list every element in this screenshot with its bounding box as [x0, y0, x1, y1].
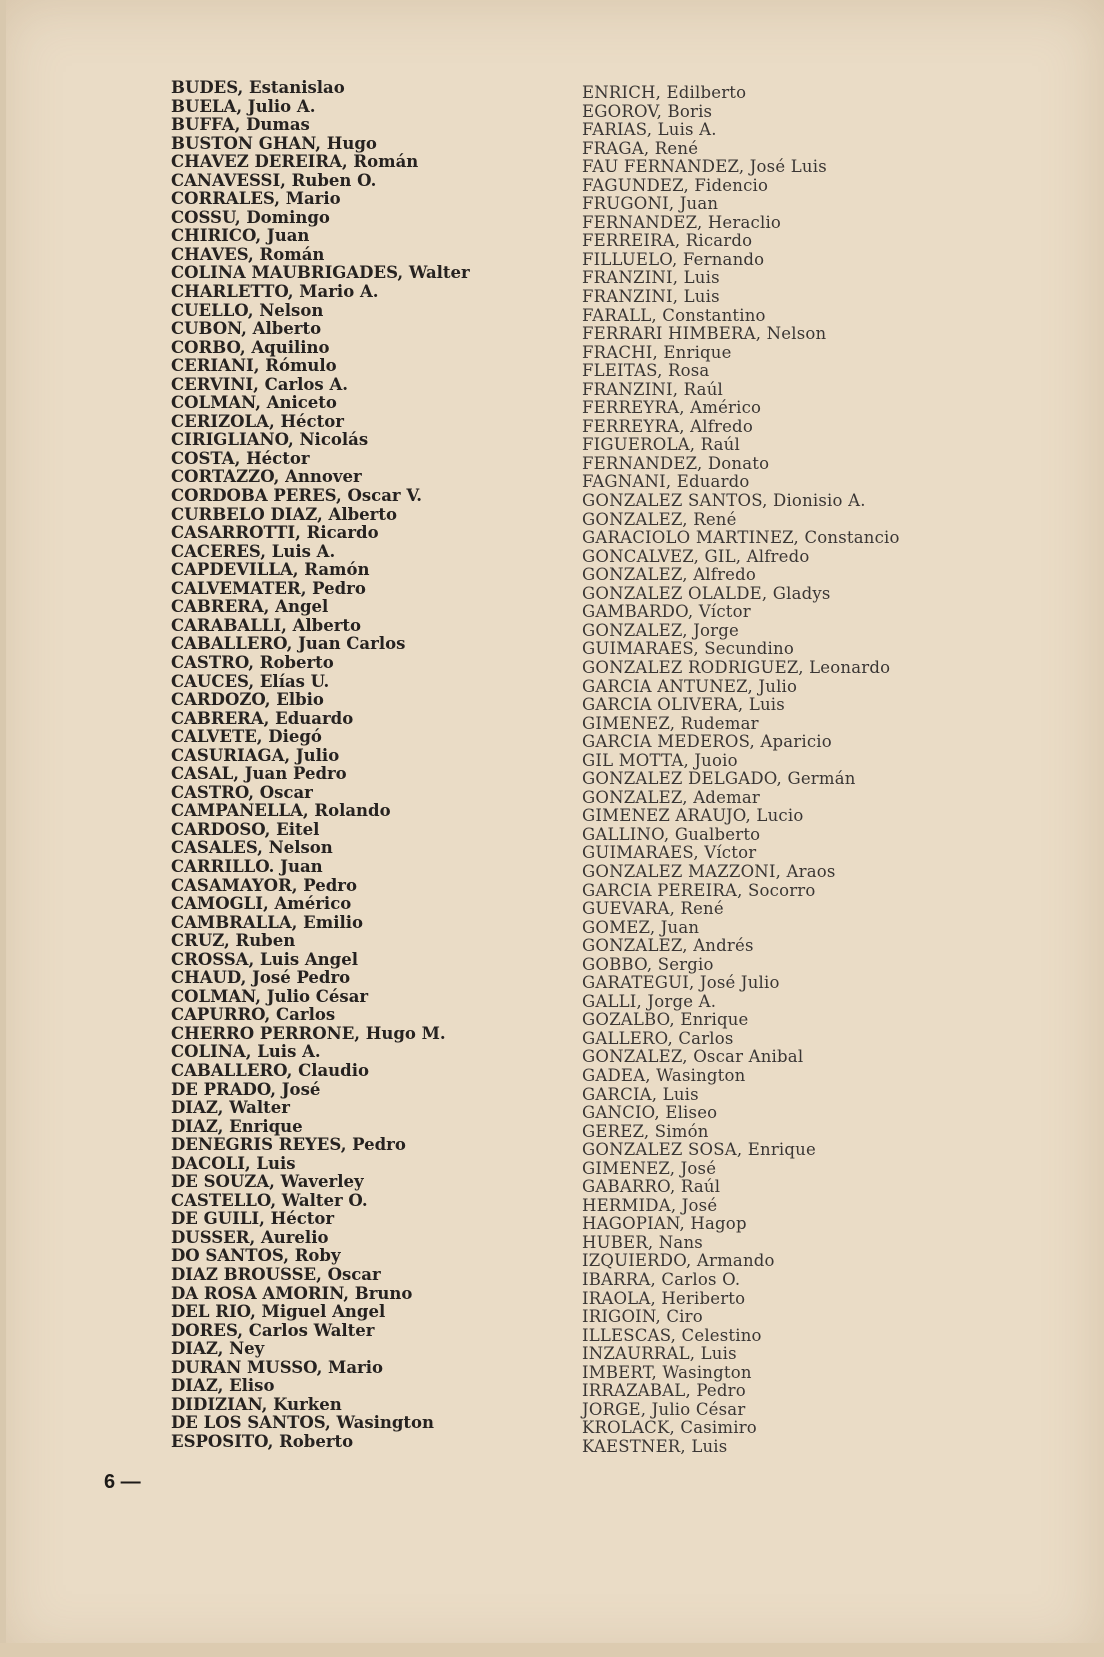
- name-entry: COLMAN, Aniceto: [171, 393, 337, 413]
- name-entry: GONCALVEZ, GIL, Alfredo: [582, 546, 810, 566]
- name-entry: GONZALEZ DELGADO, Germán: [582, 769, 856, 789]
- name-entry: GARCIA PEREIRA, Socorro: [582, 880, 816, 900]
- name-entry: IRIGOIN, Ciro: [582, 1307, 703, 1327]
- name-entry: ILLESCAS, Celestino: [582, 1325, 762, 1345]
- name-entry: COSSU, Domingo: [171, 207, 330, 227]
- name-entry: FERREYRA, Américo: [582, 398, 762, 418]
- name-entry: FERRARI HIMBERA, Nelson: [582, 324, 827, 344]
- name-entry: BUELA, Julio A.: [171, 96, 316, 116]
- name-entry: DORES, Carlos Walter: [171, 1320, 375, 1340]
- name-entry: CANAVESSI, Ruben O.: [171, 170, 377, 190]
- name-entry: GARCIA, Luis: [582, 1084, 699, 1104]
- page-number: 6 —: [104, 1471, 141, 1493]
- name-entry: FARIAS, Luis A.: [582, 120, 717, 140]
- name-entry: GONZALEZ, Andrés: [582, 936, 754, 956]
- name-entry: CRUZ, Ruben: [171, 931, 296, 951]
- names-column-right: [582, 84, 900, 1456]
- name-entry: FRANZINI, Luis: [582, 287, 720, 307]
- name-entry: HAGOPIAN, Hagop: [582, 1214, 747, 1234]
- name-entry: HERMIDA, José: [582, 1195, 718, 1215]
- name-entry: CERVINI, Carlos A.: [171, 374, 349, 394]
- name-entry: DIAZ, Enrique: [171, 1116, 303, 1136]
- name-entry: FERNANDEZ, Heraclio: [582, 212, 782, 232]
- name-entry: CURBELO DIAZ, Alberto: [171, 504, 397, 524]
- name-entry: CABALLERO, Juan Carlos: [171, 634, 406, 654]
- name-entry: FARALL, Constantino: [582, 305, 766, 325]
- name-entry: GALLERO, Carlos: [582, 1028, 734, 1048]
- name-entry: GIMENEZ ARAUJO, Lucio: [582, 806, 804, 826]
- name-entry: CHERRO PERRONE, Hugo M.: [171, 1023, 446, 1043]
- name-entry: CARDOZO, Elbio: [171, 690, 324, 710]
- name-entry: CUELLO, Nelson: [171, 300, 324, 320]
- name-entry: DEL RIO, Miguel Angel: [171, 1302, 386, 1322]
- name-entry: CUBON, Alberto: [171, 319, 322, 339]
- name-entry: CORRALES, Mario: [171, 189, 341, 209]
- name-entry: GUIMARAES, Secundino: [582, 639, 794, 659]
- name-entry: CASAL, Juan Pedro: [171, 764, 347, 784]
- name-entry: CASTRO, Oscar: [171, 782, 313, 802]
- name-entry: GIMENEZ, Rudemar: [582, 713, 759, 733]
- name-entry: GIMENEZ, José: [582, 1158, 717, 1178]
- name-entry: CASTELLO, Walter O.: [171, 1190, 368, 1210]
- name-entry: CHAVES, Román: [171, 244, 325, 264]
- name-entry: CAMPANELLA, Rolando: [171, 801, 391, 821]
- name-entry: FIGUEROLA, Raúl: [582, 435, 740, 455]
- name-entry: CIRIGLIANO, Nicolás: [171, 430, 369, 450]
- name-entry: CABALLERO, Claudio: [171, 1060, 369, 1080]
- name-entry: GALLI, Jorge A.: [582, 991, 717, 1011]
- name-entry: FAU FERNANDEZ, José Luis: [582, 157, 827, 177]
- name-entry: GONZALEZ, René: [582, 509, 737, 529]
- name-entry: DURAN MUSSO, Mario: [171, 1357, 383, 1377]
- name-entry: CORTAZZO, Annover: [171, 467, 362, 487]
- name-entry: GARCIA ANTUNEZ, Julio: [582, 676, 798, 696]
- name-entry: CALVEMATER, Pedro: [171, 578, 366, 598]
- name-entry: IZQUIERDO, Armando: [582, 1251, 775, 1271]
- name-entry: CERIZOLA, Héctor: [171, 411, 344, 431]
- name-entry: DE SOUZA, Waverley: [171, 1172, 364, 1192]
- name-entry: GALLINO, Gualberto: [582, 824, 761, 844]
- name-entry: CAMBRALLA, Emilio: [171, 912, 363, 932]
- name-entry: GOMEZ, Juan: [582, 917, 700, 937]
- name-entry: DENEGRIS REYES, Pedro: [171, 1135, 406, 1155]
- names-column-left: [171, 79, 470, 1451]
- name-entry: GANCIO, Eliseo: [582, 1103, 718, 1123]
- name-entry: BUSTON GHAN, Hugo: [171, 133, 377, 153]
- name-entry: FERREYRA, Alfredo: [582, 416, 753, 436]
- name-entry: ESPOSITO, Roberto: [171, 1431, 354, 1451]
- name-entry: CABRERA, Angel: [171, 597, 329, 617]
- name-entry: FAGUNDEZ, Fidencio: [582, 175, 769, 195]
- name-entry: GONZALEZ SANTOS, Dionisio A.: [582, 491, 866, 511]
- name-entry: GOZALBO, Enrique: [582, 1010, 749, 1030]
- name-entry: COSTA, Héctor: [171, 448, 310, 468]
- name-entry: FILLUELO, Fernando: [582, 249, 765, 269]
- name-entry: EGOROV, Boris: [582, 101, 713, 121]
- name-entry: KAESTNER, Luis: [582, 1436, 728, 1456]
- name-entry: GONZALEZ SOSA, Enrique: [582, 1140, 816, 1160]
- name-entry: CASTRO, Roberto: [171, 652, 334, 672]
- name-entry: DIAZ BROUSSE, Oscar: [171, 1265, 381, 1284]
- name-entry: CORDOBA PERES, Oscar V.: [171, 486, 422, 506]
- name-entry: FERNANDEZ, Donato: [582, 453, 770, 473]
- name-entry: CROSSA, Luis Angel: [171, 949, 358, 969]
- name-entry: DA ROSA AMORIN, Bruno: [171, 1283, 413, 1303]
- name-entry: GARCIA MEDEROS, Aparicio: [582, 732, 832, 752]
- name-entry: CHARLETTO, Mario A.: [171, 282, 379, 302]
- name-entry: CARRILLO. Juan: [171, 856, 323, 876]
- name-entry: HUBER, Nans: [582, 1232, 703, 1252]
- name-entry: GEREZ, Simón: [582, 1121, 709, 1141]
- name-entry: JORGE, Julio César: [582, 1399, 746, 1419]
- name-entry: FRANZINI, Raúl: [582, 379, 723, 399]
- name-entry: GAMBARDO, Víctor: [582, 602, 751, 622]
- page-edge-bottom: [0, 1643, 1104, 1657]
- name-entry: BUDES, Estanislao: [171, 78, 345, 97]
- name-entry: CAPURRO, Carlos: [171, 1005, 336, 1025]
- name-entry: BUFFA, Dumas: [171, 115, 310, 135]
- name-entry: COLMAN, Julio César: [171, 986, 369, 1006]
- name-entry: GONZALEZ RODRIGUEZ, Leonardo: [582, 657, 891, 677]
- name-entry: FRAGA, René: [582, 138, 699, 158]
- name-entry: GONZALEZ MAZZONI, Araos: [582, 861, 836, 881]
- name-entry: DIAZ, Walter: [171, 1098, 290, 1118]
- name-entry: DIAZ, Ney: [171, 1339, 265, 1359]
- name-entry: CASALES, Nelson: [171, 838, 333, 858]
- name-entry: CERIANI, Rómulo: [171, 356, 337, 376]
- name-entry: KROLACK, Casimiro: [582, 1418, 757, 1438]
- name-entry: DE PRADO, José: [171, 1079, 321, 1099]
- name-entry: GONZALEZ, Ademar: [582, 787, 761, 807]
- name-entry: CARABALLI, Alberto: [171, 615, 362, 635]
- name-entry: IRRAZABAL, Pedro: [582, 1381, 746, 1401]
- name-entry: CACERES, Luis A.: [171, 541, 336, 561]
- name-entry: GUEVARA, René: [582, 899, 724, 919]
- name-entry: GADEA, Wasington: [582, 1065, 746, 1085]
- name-entry: CALVETE, Diegó: [171, 727, 322, 747]
- name-entry: DE GUILI, Héctor: [171, 1209, 335, 1229]
- name-entry: CAPDEVILLA, Ramón: [171, 560, 370, 580]
- name-entry: GONZALEZ OLALDE, Gladys: [582, 583, 831, 603]
- name-entry: ENRICH, Edilberto: [582, 83, 747, 102]
- name-entry: GUIMARAES, Víctor: [582, 843, 757, 863]
- name-entry: GONZALEZ, Jorge: [582, 620, 739, 640]
- name-entry: DIDIZIAN, Kurken: [171, 1394, 342, 1414]
- name-entry: DE LOS SANTOS, Wasington: [171, 1413, 435, 1433]
- name-entry: FRACHI, Enrique: [582, 342, 732, 362]
- name-entry: DIAZ, Eliso: [171, 1376, 275, 1396]
- name-entry: CAUCES, Elías U.: [171, 671, 330, 691]
- name-entry: CASAMAYOR, Pedro: [171, 875, 357, 895]
- name-entry: CASARROTTI, Ricardo: [171, 523, 379, 543]
- name-entry: IBARRA, Carlos O.: [582, 1270, 741, 1289]
- name-entry: FERREIRA, Ricardo: [582, 231, 753, 251]
- name-entry: CAMOGLI, Américo: [171, 894, 352, 914]
- name-entry: GOBBO, Sergio: [582, 954, 714, 974]
- name-entry: CASURIAGA, Julio: [171, 745, 340, 765]
- name-entry: GONZALEZ, Alfredo: [582, 565, 757, 585]
- name-entry: GARCIA OLIVERA, Luis: [582, 695, 785, 715]
- name-entry: COLINA, Luis A.: [171, 1042, 321, 1062]
- name-entry: GABARRO, Raúl: [582, 1177, 721, 1197]
- name-entry: GONZALEZ, Oscar Anibal: [582, 1047, 804, 1067]
- name-entry: FRUGONI, Juan: [582, 194, 719, 214]
- name-entry: CHAUD, José Pedro: [171, 968, 351, 988]
- name-entry: DUSSER, Aurelio: [171, 1227, 329, 1247]
- name-entry: DACOLI, Luis: [171, 1153, 296, 1173]
- name-entry: GIL MOTTA, Juoio: [582, 750, 738, 770]
- name-entry: CHAVEZ DEREIRA, Román: [171, 152, 419, 172]
- name-entry: CHIRICO, Juan: [171, 226, 310, 246]
- name-entry: CABRERA, Eduardo: [171, 708, 354, 728]
- name-entry: CORBO, Aquilino: [171, 337, 330, 357]
- name-entry: IMBERT, Wasington: [582, 1362, 752, 1382]
- name-entry: GARACIOLO MARTINEZ, Constancio: [582, 528, 900, 548]
- name-entry: FRANZINI, Luis: [582, 268, 720, 288]
- name-entry: DO SANTOS, Roby: [171, 1246, 341, 1266]
- name-entry: GARATEGUI, José Julio: [582, 973, 780, 993]
- name-entry: IRAOLA, Heriberto: [582, 1288, 746, 1308]
- name-entry: FLEITAS, Rosa: [582, 361, 710, 381]
- page-edge-left: [0, 0, 6, 1657]
- name-entry: FAGNANI, Eduardo: [582, 472, 750, 492]
- name-entry: CARDOSO, Eitel: [171, 819, 320, 839]
- name-entry: COLINA MAUBRIGADES, Walter: [171, 263, 470, 283]
- name-entry: INZAURRAL, Luis: [582, 1344, 737, 1364]
